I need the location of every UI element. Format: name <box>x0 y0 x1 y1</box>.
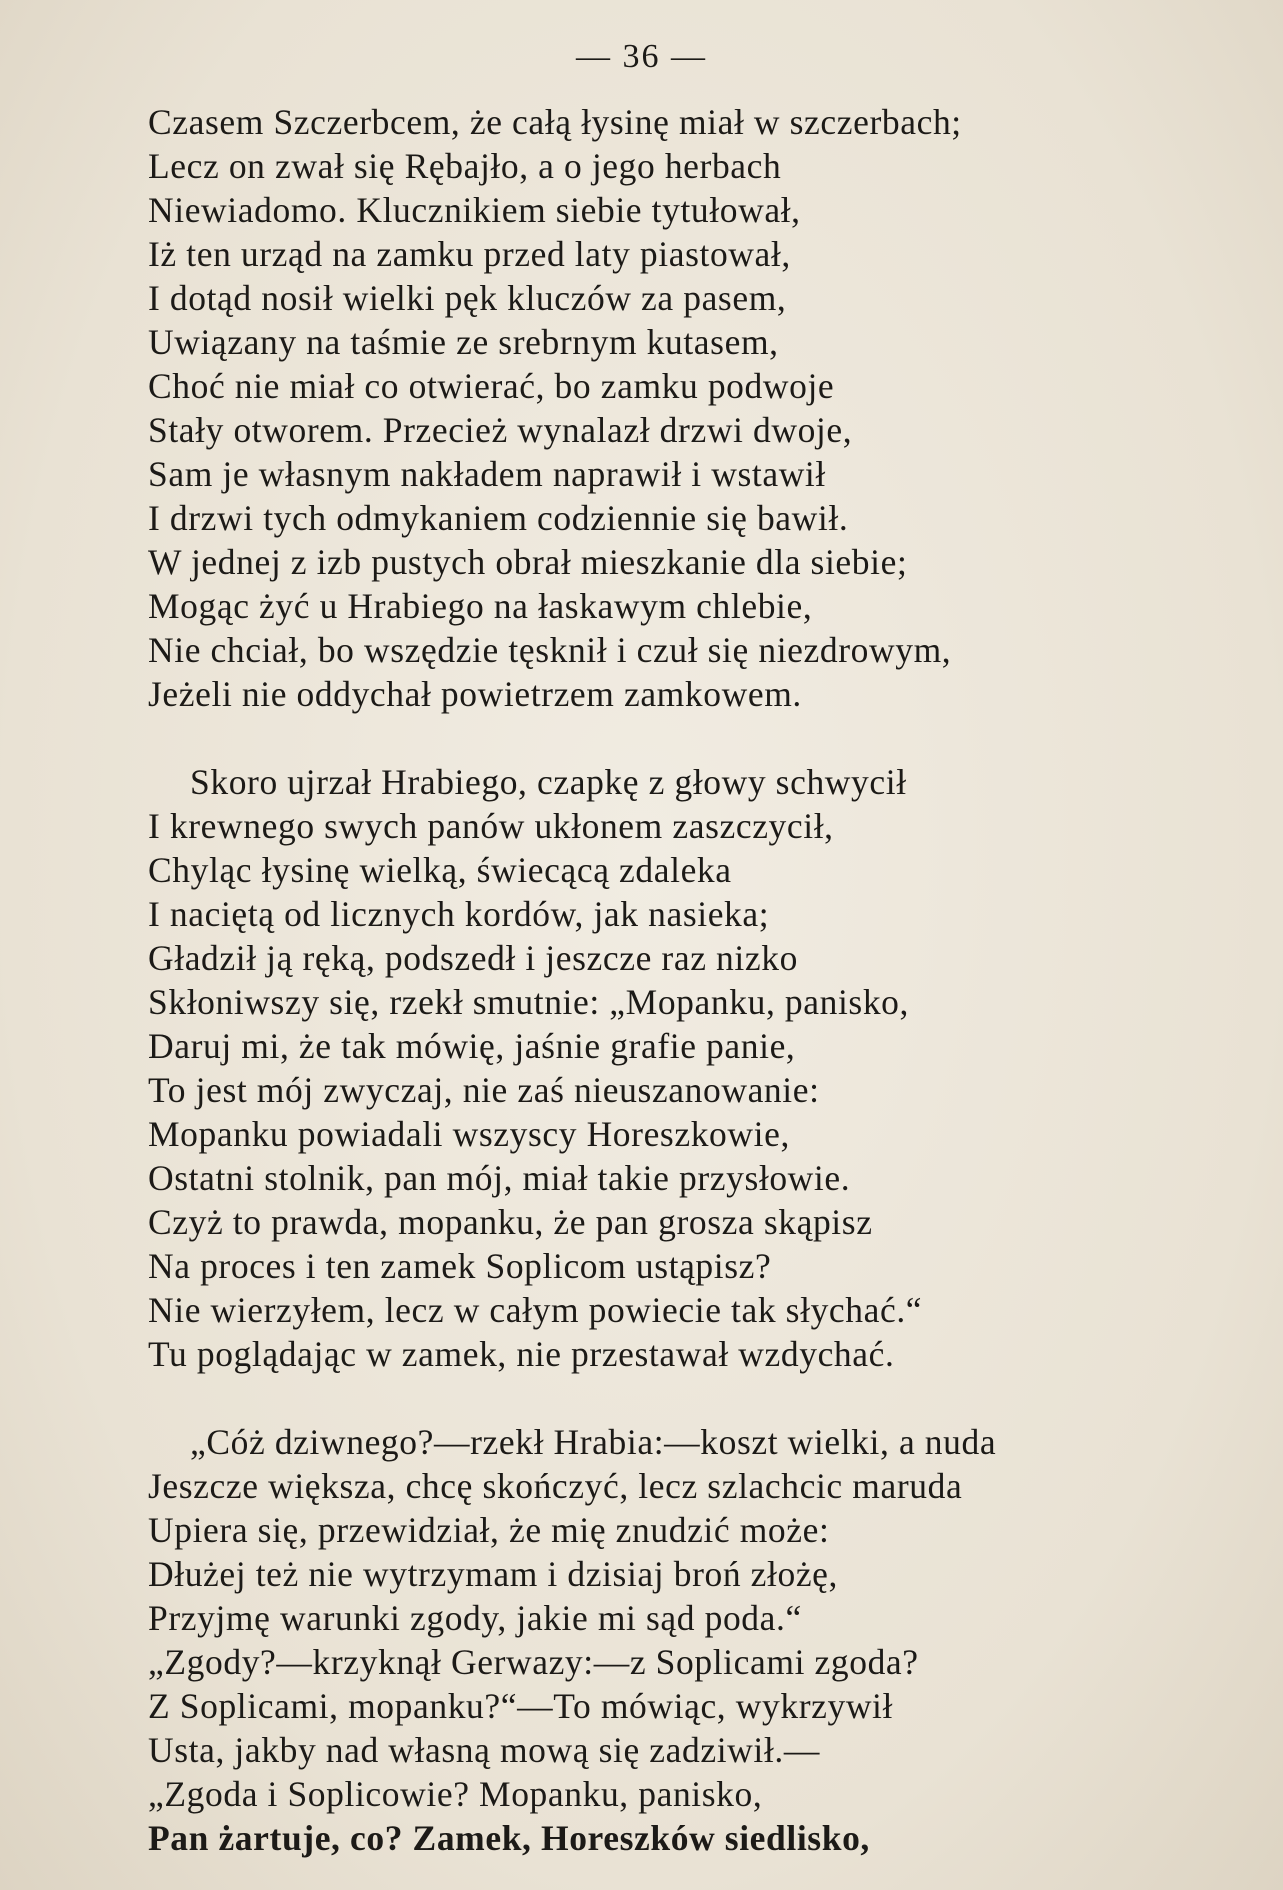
verse-line: Czasem Szczerbcem, że całą łysinę miał w szczerbach; <box>148 102 962 142</box>
verse-line: Na proces i ten zamek Soplicom ustąpisz? <box>148 1246 772 1286</box>
verse-line: To jest mój zwyczaj, nie zaś nieuszanowanie: <box>148 1070 820 1110</box>
verse-line: Ostatni stolnik, pan mój, miał takie przysłowie. <box>148 1158 851 1198</box>
verse-line: Mopanku powiadali wszyscy Horeszkowie, <box>148 1114 790 1154</box>
verse-line: Choć nie miał co otwierać, bo zamku podwoje <box>148 366 835 406</box>
verse-line: Pan żartuje, co? Zamek, Horeszków siedlisko, <box>148 1818 870 1858</box>
verse-line: „Zgoda i Soplicowie? Mopanku, panisko, <box>148 1774 763 1814</box>
verse-line: Usta, jakby nad własną mową się zadziwił.— <box>148 1730 820 1770</box>
verse-line: Nie wierzyłem, lecz w całym powiecie tak słychać.“ <box>148 1290 923 1330</box>
verse-line: I naciętą od licznych kordów, jak nasieka; <box>148 894 770 934</box>
verse-line: Nie chciał, bo wszędzie tęsknił i czuł się niezdrowym, <box>148 630 952 670</box>
verse-line: Iż ten urząd na zamku przed laty piastował, <box>148 234 791 274</box>
verse-line: „Zgody?—krzyknął Gerwazy:—z Soplicami zgoda? <box>148 1642 919 1682</box>
verse-line: Uwiązany na taśmie ze srebrnym kutasem, <box>148 322 779 362</box>
verse-line: Niewiadomo. Klucznikiem siebie tytułował, <box>148 190 801 230</box>
verse-line: W jednej z izb pustych obrał mieszkanie dla siebie; <box>148 542 908 582</box>
verse-line: Tu poglądając w zamek, nie przestawał wzdychać. <box>148 1334 895 1374</box>
verse-line: Jeżeli nie oddychał powietrzem zamkowem. <box>148 674 802 714</box>
verse-line: I dotąd nosił wielki pęk kluczów za pasem, <box>148 278 787 318</box>
poem-text <box>148 100 1148 1860</box>
verse-line: Daruj mi, że tak mówię, jaśnie grafie panie, <box>148 1026 796 1066</box>
verse-line: Z Soplicami, mopanku?“—To mówiąc, wykrzywił <box>148 1686 893 1726</box>
stanza-2 <box>148 760 1148 1376</box>
page-number: — 36 — <box>576 38 707 75</box>
verse-line: Skłoniwszy się, rzekł smutnie: „Mopanku, panisko, <box>148 982 909 1022</box>
verse-line: Gładził ją ręką, podszedł i jeszcze raz nizko <box>148 938 798 978</box>
verse-line: Stały otworem. Przecież wynalazł drzwi dwoje, <box>148 410 853 450</box>
stanza-3 <box>148 1420 1148 1860</box>
verse-line: Jeszcze większa, chcę skończyć, lecz szlachcic maruda <box>148 1466 963 1506</box>
verse-line: Sam je własnym nakładem naprawił i wstawił <box>148 454 826 494</box>
verse-line: Mogąc żyć u Hrabiego na łaskawym chlebie, <box>148 586 813 626</box>
verse-line: I drzwi tych odmykaniem codziennie się bawił. <box>148 498 849 538</box>
verse-line: Przyjmę warunki zgody, jakie mi sąd poda.“ <box>148 1598 802 1638</box>
stanza-1 <box>148 100 1148 716</box>
verse-line: I krewnego swych panów ukłonem zaszczycił, <box>148 806 834 846</box>
verse-line: Chyląc łysinę wielką, świecącą zdaleka <box>148 850 732 890</box>
verse-line: Dłużej też nie wytrzymam i dzisiaj broń złożę, <box>148 1554 839 1594</box>
verse-line: Lecz on zwał się Rębajło, a o jego herbach <box>148 146 782 186</box>
verse-line: „Cóż dziwnego?—rzekł Hrabia:—koszt wielki, a nuda <box>190 1422 997 1462</box>
verse-line: Skoro ujrzał Hrabiego, czapkę z głowy schwycił <box>190 762 907 802</box>
verse-line: Upiera się, przewidział, że mię znudzić może: <box>148 1510 830 1550</box>
verse-line: Czyż to prawda, mopanku, że pan grosza skąpisz <box>148 1202 873 1242</box>
